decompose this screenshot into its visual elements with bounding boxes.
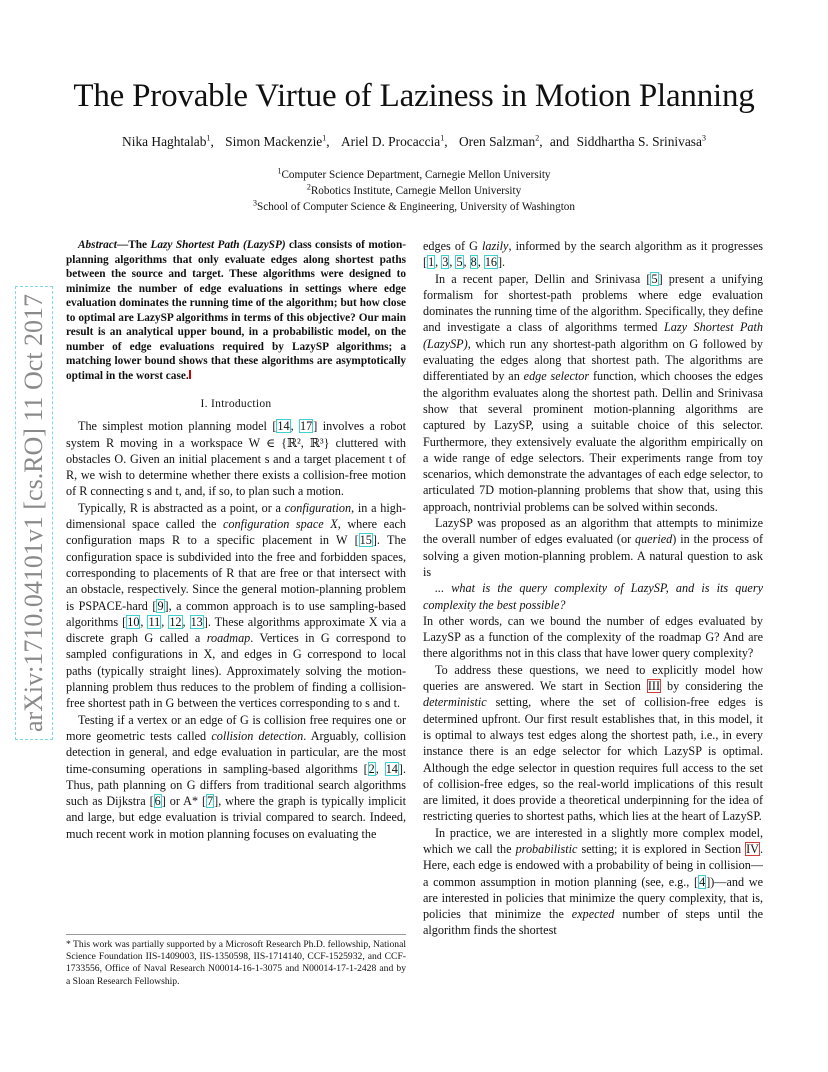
- citation-link[interactable]: 14: [385, 761, 398, 776]
- citation-link[interactable]: 16: [484, 255, 497, 270]
- arxiv-stamp[interactable]: [14, 258, 54, 768]
- citation-link[interactable]: 5: [651, 271, 658, 286]
- affiliation: $^3$School of Computer Science & Engineering, University of Washington: [253, 198, 575, 213]
- citation-link[interactable]: 1: [428, 255, 435, 270]
- and-word: and: [549, 134, 570, 149]
- citation-link[interactable]: 6: [154, 794, 161, 809]
- citation-link[interactable]: 12: [169, 614, 182, 629]
- paragraph: In a recent paper, Dellin and Srinivasa [5] present a unifying formalism for shortest-path problems where edge evaluation dominates the running time of the algorithm. Specifically, they define and investigate a class of algorithms termed Lazy Shortest Path (LazySP), which run any shortest-path algorithm on G followed by evaluating the edges along that shortest path. The algorithms are differentiated by an edge selector function, which chooses the edges the algorithm evaluates along the shortest path. Dellin and Srinivasa show that several prominent motion-planning algorithms are captured by LazySP, using a suitable choice of this selector. Furthermore, they extensively evaluate the algorithm empirically on a wide range of edge selectors. Their experiments range from toy scenarios, which demonstrate the advantages of each edge selector, to articulated 7D motion-planning problems that show that, using this approach, nontrivial problems can be solved within seconds.: [423, 271, 764, 514]
- citation-link[interactable]: 2: [368, 761, 375, 776]
- citation-link[interactable]: 17: [300, 419, 313, 434]
- citation-link[interactable]: 4: [699, 874, 706, 889]
- citation-link[interactable]: 3: [442, 255, 449, 270]
- author: Oren Salzman$^2$,: [458, 133, 543, 149]
- affiliation: $^2$Robotics Institute, Carnegie Mellon University: [306, 182, 522, 197]
- author: Ariel D. Procaccia$^1$,: [340, 133, 448, 149]
- paper-title: The Provable Virtue of Laziness in Motion Planning: [73, 78, 755, 114]
- paragraph: Typically, R is abstracted as a point, or a configuration, in a high-dimensional space called the configuration space X, where each configuration maps R to a specific placement in W [15]. The configuration space is subdivided into the free and forbidden spaces, corresponding to placements of R that are free or that intersect with an obstacle, respectively. Since the general motion-planning problem is PSPACE-hard [9], a common approach is to use sampling-based algorithms [10, 11, 12, 13]. These algorithms approximate X via a discrete graph G called a roadmap. Vertices in G correspond to sampled configurations in X, and edges in G correspond to local paths (typically straight lines). Approximately solving the motion-planning problem thus reduces to the problem of finding a collision-free shortest path in G between the vertices corresponding to s and t.: [66, 500, 407, 711]
- affiliation-list: [0, 167, 828, 215]
- citation-link[interactable]: 13: [190, 614, 203, 629]
- citation-link[interactable]: 14: [277, 419, 290, 434]
- section-heading: I. Introduction: [200, 398, 272, 410]
- arxiv-id-link[interactable]: arXiv:1710.04101v1 [cs.RO] 11 Oct 2017: [19, 290, 49, 736]
- affiliation: $^1$Computer Science Department, Carnegie Mellon University: [277, 166, 551, 181]
- footnote: * This work was partially supported by a Microsoft Research Ph.D. fellowship, National Science Foundation IIS-1409003, IIS-1350598, IIS-1714140, CCF-1525932, and CCF-1733556, Office of Naval Research N00014-16-1-3075 and N00014-17-1-2428 and by a Sloan Research Fellowship.: [66, 934, 406, 988]
- paragraph: The simplest motion planning model [14, 17] involves a robot system R moving in a workspace W ∈ {ℝ², ℝ³} cluttered with obstacles O. Given an initial placement s and a target placement t of R, we wish to determine whether there exists a collision-free motion of R connecting s and t, and, if so, to plan such a motion.: [66, 419, 406, 499]
- author: Simon Mackenzie$^1$,: [225, 133, 330, 149]
- citation-link[interactable]: 7: [207, 794, 214, 809]
- section-link[interactable]: IV: [746, 841, 759, 856]
- author-list: [0, 132, 828, 152]
- paragraph: In other words, can we bound the number of edges evaluated by LazySP as a function of the complexity of the roadmap G? And are there algorithms not in this class that have lower query complexity?: [423, 613, 763, 661]
- abstract: Abstract—The Lazy Shortest Path (LazySP) class consists of motion-planning algorithms that only evaluate edges along shortest paths between the source and target. These algorithms were designed to minimize the number of edge evaluations in settings where edge evaluation dominates the running time of the algorithm; but how close to optimal are LazySP algorithms in terms of this objective? Our main result is an analytical upper bound, in a probabilistic model, on the number of edge evaluations required by LazySP algorithms; a matching lower bound shows that these algorithms are asymptotically optimal in the worst case.: [66, 239, 406, 382]
- paragraph: LazySP was proposed as an algorithm that attempts to minimize the overall number of edges evaluated (or queried) in the process of solving a given motion-planning problem. A natural question to ask is: [423, 516, 763, 579]
- paragraph: Testing if a vertex or an edge of G is collision free requires one or more geometric tests called collision detection. Arguably, collision detection in general, and edge evaluation in particular, are the most time-consuming operations in sampling-based algorithms [2, 14]. Thus, path planning on G differs from traditional search algorithms such as Dijkstra [6] or A* [7], where the graph is typically implicit and large, but edge evaluation is trivial compared to search. Indeed, much recent work in motion planning focuses on evaluating the: [66, 712, 407, 841]
- left-column: [66, 238, 406, 842]
- paragraph: In practice, we are interested in a slightly more complex model, which we call the probabilistic setting; it is explored in Section IV. Here, each edge is endowed with a probability of being in collision—a common assumption in motion planning (see, e.g., [4])—and we are interested in policies that minimize the query complexity, that is, policies that minimize the expected number of steps until the algorithm finds the shortest: [423, 825, 763, 938]
- paragraph: To address these questions, we need to explicitly model how queries are answered. We start in Section III by considering the deterministic setting, where the set of collision-free edges is determined upfront. Our first result establishes that, in this model, it is optimal to always test edges along the shortest path, i.e., in every instance there is an edge selector for which LazySP is optimal. Although the edge selector in question requires full access to the set of collision-free edges, so the real-world implications of this result are limited, it does provide a theoretical underpinning for the idea of restricting queries to shortest paths, which lies at the heart of LazySP.: [423, 662, 763, 824]
- citation-link[interactable]: 5: [456, 255, 463, 270]
- citation-link[interactable]: 15: [359, 533, 372, 548]
- citation-link[interactable]: 8: [470, 255, 477, 270]
- research-question: ... what is the query complexity of LazySP, and is its query complexity the best possible?: [423, 581, 763, 612]
- author: Nika Haghtalab$^1$,: [122, 133, 214, 149]
- right-column: [423, 238, 763, 939]
- author: Siddhartha S. Srinivasa$^3$: [576, 133, 706, 149]
- section-link[interactable]: III: [647, 679, 661, 694]
- citation-link[interactable]: 11: [148, 614, 161, 629]
- footnote-marker[interactable]: [189, 370, 191, 379]
- citation-link[interactable]: 9: [157, 598, 164, 613]
- citation-link[interactable]: 10: [127, 614, 140, 629]
- paragraph: edges of G lazily, informed by the search algorithm as it progresses [1, 3, 5, 8, 16].: [423, 239, 763, 270]
